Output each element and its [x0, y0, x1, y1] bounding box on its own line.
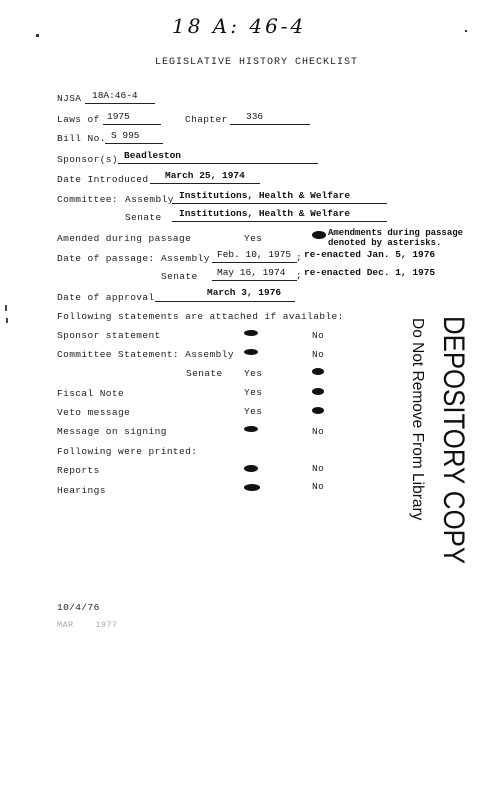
chapter-label: Chapter	[185, 114, 228, 125]
amended-note-line2: denoted by asterisks.	[328, 238, 442, 248]
statement-label-veto-message: Veto message	[57, 407, 131, 418]
date-of-approval-value: March 3, 1976	[207, 287, 282, 298]
committee-senate-label: Senate	[125, 212, 162, 223]
printed-yes-mark	[244, 465, 258, 472]
statement-label-fiscal-note: Fiscal Note	[57, 388, 125, 399]
statement-no: No	[312, 330, 325, 341]
date-of-passage-label: Date of passage:	[57, 253, 155, 264]
footer-faded-stamp: MAR 1977	[57, 620, 118, 630]
statements-heading: Following statements are attached if available:	[57, 311, 344, 322]
statement-yes: Yes	[244, 406, 263, 417]
assembly-committee-value: Institutions, Health & Welfare	[179, 190, 351, 201]
sponsors-value: Beadleston	[124, 150, 182, 161]
bill-no-label: Bill No.	[57, 133, 106, 144]
passage-senate-reenacted: re-enacted Dec. 1, 1975	[304, 267, 436, 278]
laws-of-label: Laws of	[57, 114, 100, 125]
date-introduced-label: Date Introduced	[57, 174, 149, 185]
statement-yes: Yes	[244, 387, 263, 398]
statement-yes: Yes	[244, 368, 263, 379]
amended-label: Amended during passage	[57, 233, 192, 244]
margin-mark	[6, 318, 8, 323]
statement-label-committee-assembly: Committee Statement: Assembly	[57, 349, 234, 360]
chapter-value: 336	[246, 111, 264, 122]
depository-stamp-line1: DEPOSITORY COPY	[437, 316, 470, 565]
assembly-committee-underline	[172, 203, 387, 204]
printed-label-reports: Reports	[57, 465, 100, 476]
page-title: LEGISLATIVE HISTORY CHECKLIST	[155, 57, 359, 68]
printed-label-hearings: Hearings	[57, 485, 106, 496]
handwritten-reference: 18 A: 46-4	[172, 14, 307, 38]
printed-yes-mark	[244, 484, 260, 491]
committee-assembly-label: Assembly	[125, 194, 174, 205]
passage-assembly-reenacted: re-enacted Jan. 5, 1976	[304, 249, 436, 260]
bill-no-underline	[105, 143, 163, 144]
passage-assembly-label: Assembly	[161, 253, 210, 264]
njsa-value: 18A:46-4	[92, 90, 138, 101]
statement-yes-mark	[244, 349, 258, 355]
amended-no-mark	[312, 231, 326, 239]
margin-mark	[5, 305, 7, 311]
laws-of-underline	[103, 124, 161, 125]
njsa-label: NJSA	[57, 93, 82, 104]
laws-of-value: 1975	[107, 111, 130, 122]
committee-label: Committee:	[57, 194, 119, 205]
njsa-underline	[85, 103, 155, 104]
depository-stamp-line2: Do Not Remove From Library	[409, 318, 426, 521]
statement-yes-mark	[244, 330, 258, 336]
footer-date: 10/4/76	[57, 602, 100, 613]
stray-dot	[465, 30, 467, 32]
passage-senate-label: Senate	[161, 271, 198, 282]
passage-assembly-underline	[212, 262, 297, 263]
statement-no: No	[312, 349, 325, 360]
stray-dot	[36, 34, 39, 37]
bill-no-value: S 995	[111, 130, 140, 141]
statement-no: No	[312, 426, 325, 437]
date-introduced-underline	[150, 183, 260, 184]
printed-heading: Following were printed:	[57, 446, 198, 457]
passage-comma: ;	[296, 252, 303, 263]
senate-committee-value: Institutions, Health & Welfare	[179, 208, 351, 219]
statement-label-message-on-signing: Message on signing	[57, 426, 167, 437]
statement-no-mark	[312, 368, 324, 375]
amended-note-line1: Amendments during passage	[328, 228, 464, 238]
date-introduced-value: March 25, 1974	[165, 170, 245, 181]
statement-label-committee-senate: Senate	[186, 368, 223, 379]
statement-yes-mark	[244, 426, 258, 432]
amended-yes: Yes	[244, 233, 263, 244]
printed-no: No	[312, 463, 325, 474]
date-of-approval-underline	[155, 301, 295, 302]
statement-no-mark	[312, 407, 324, 414]
passage-comma: ;	[296, 270, 303, 281]
passage-senate-value: May 16, 1974	[217, 267, 286, 278]
date-of-approval-label: Date of approval	[57, 292, 155, 303]
statement-label-sponsor: Sponsor statement	[57, 330, 161, 341]
senate-committee-underline	[172, 221, 387, 222]
chapter-underline	[230, 124, 310, 125]
statement-no-mark	[312, 388, 324, 395]
passage-assembly-value: Feb. 10, 1975	[217, 249, 292, 260]
passage-senate-underline	[212, 280, 297, 281]
sponsors-label: Sponsor(s)	[57, 154, 119, 165]
printed-no: No	[312, 481, 325, 492]
sponsors-underline	[118, 163, 318, 164]
